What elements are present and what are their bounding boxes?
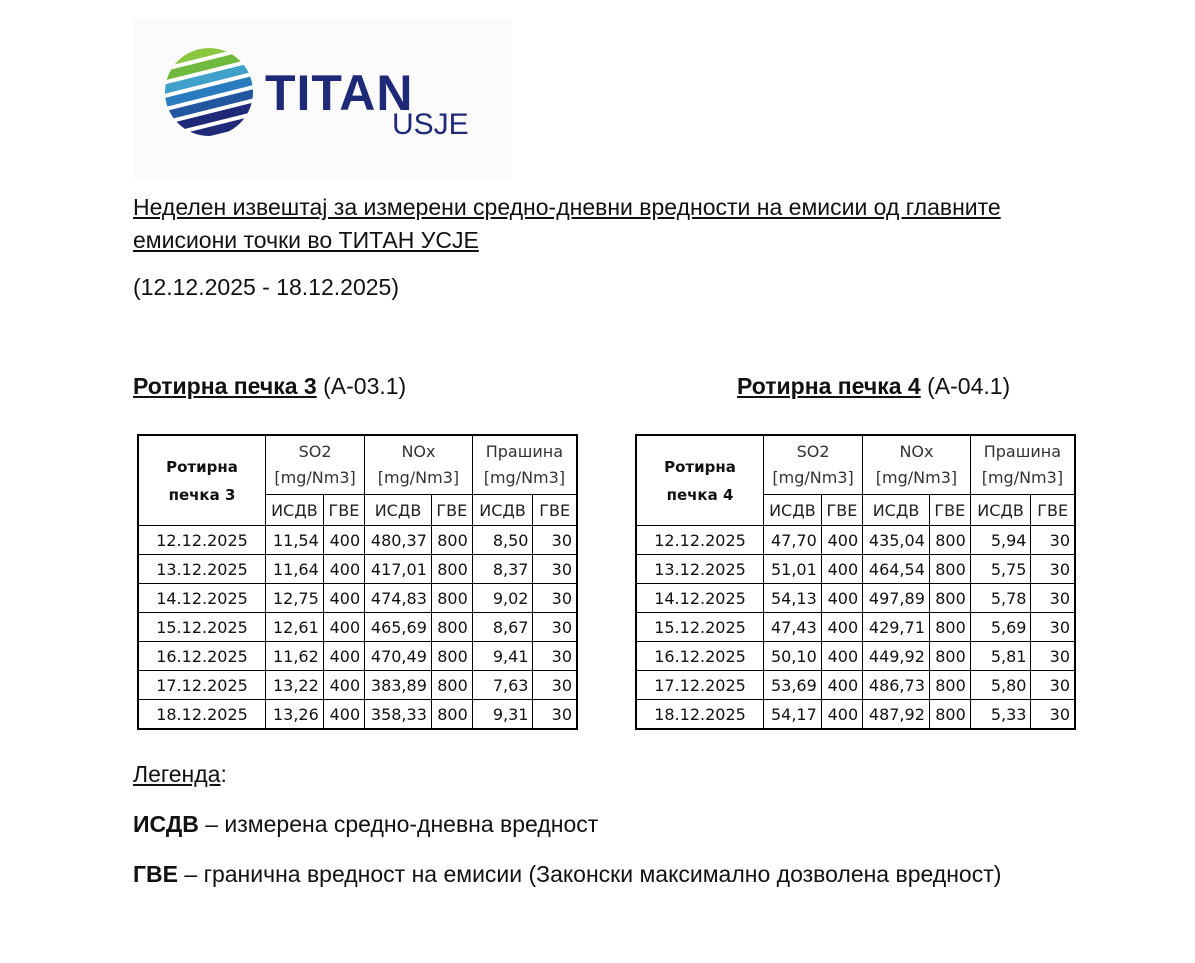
table-row — [138, 671, 577, 700]
nox-header: NOx [mg/Nm3] — [365, 435, 473, 495]
nox-header: NOx [mg/Nm3] — [863, 435, 971, 495]
value-cell: 400 — [323, 526, 364, 555]
legend-title-text: Легенда — [133, 761, 221, 787]
dust-header: Прашина [mg/Nm3] — [472, 435, 577, 495]
value-cell: 8,37 — [472, 555, 533, 584]
value-cell: 800 — [929, 555, 970, 584]
date-cell: 16.12.2025 — [636, 642, 764, 671]
sub-header: ГВЕ — [533, 495, 577, 526]
table-row — [138, 700, 577, 730]
value-cell: 800 — [929, 613, 970, 642]
table-corner-header: Ротирна печка 4 — [636, 435, 764, 526]
value-cell: 800 — [431, 584, 472, 613]
date-cell: 16.12.2025 — [138, 642, 266, 671]
value-cell: 5,69 — [970, 613, 1031, 642]
value-cell: 30 — [533, 555, 577, 584]
value-cell: 800 — [929, 526, 970, 555]
value-cell: 30 — [1031, 584, 1075, 613]
value-cell: 12,61 — [266, 613, 324, 642]
kiln-4-title — [737, 373, 1010, 400]
legend-desc: – измерена средно-дневна вредност — [198, 811, 599, 837]
value-cell: 30 — [1031, 526, 1075, 555]
table-row — [636, 526, 1075, 555]
value-cell: 480,37 — [365, 526, 432, 555]
table-body — [636, 526, 1075, 730]
value-cell: 800 — [431, 700, 472, 730]
report-title: Неделен извештај за измерени средно-дневни вредности на емисии од главните емисиони точки во ТИТАН УСЈЕ — [133, 194, 1001, 253]
value-cell: 800 — [929, 642, 970, 671]
value-cell: 358,33 — [365, 700, 432, 730]
value-cell: 400 — [821, 700, 862, 730]
date-cell: 13.12.2025 — [138, 555, 266, 584]
legend-item-isdv — [133, 811, 598, 838]
value-cell: 30 — [533, 700, 577, 730]
value-cell: 400 — [323, 671, 364, 700]
value-cell: 5,80 — [970, 671, 1031, 700]
sub-header: ГВЕ — [929, 495, 970, 526]
value-cell: 30 — [1031, 671, 1075, 700]
value-cell: 30 — [533, 671, 577, 700]
value-cell: 47,70 — [764, 526, 822, 555]
kiln-4-name: Ротирна печка 4 — [737, 373, 921, 399]
value-cell: 800 — [431, 642, 472, 671]
table-corner-header: Ротирна печка 3 — [138, 435, 266, 526]
value-cell: 5,94 — [970, 526, 1031, 555]
logo-brand-text: TITAN — [265, 65, 414, 121]
value-cell: 800 — [431, 526, 472, 555]
value-cell: 400 — [323, 584, 364, 613]
value-cell: 400 — [323, 642, 364, 671]
table-row — [636, 555, 1075, 584]
legend-term: ГВЕ — [133, 861, 178, 887]
date-cell: 14.12.2025 — [138, 584, 266, 613]
value-cell: 11,62 — [266, 642, 324, 671]
table-row — [636, 700, 1075, 730]
date-cell: 18.12.2025 — [636, 700, 764, 730]
kiln-3-code: (A-03.1) — [323, 373, 407, 399]
dust-header: Прашина [mg/Nm3] — [970, 435, 1075, 495]
date-cell: 12.12.2025 — [636, 526, 764, 555]
value-cell: 400 — [323, 613, 364, 642]
table-row — [138, 642, 577, 671]
value-cell: 7,63 — [472, 671, 533, 700]
value-cell: 497,89 — [863, 584, 930, 613]
value-cell: 800 — [431, 555, 472, 584]
sub-header: ГВЕ — [323, 495, 364, 526]
date-cell: 15.12.2025 — [138, 613, 266, 642]
value-cell: 30 — [1031, 555, 1075, 584]
value-cell: 464,54 — [863, 555, 930, 584]
value-cell: 11,64 — [266, 555, 324, 584]
value-cell: 400 — [821, 642, 862, 671]
value-cell: 54,13 — [764, 584, 822, 613]
value-cell: 800 — [431, 613, 472, 642]
value-cell: 30 — [533, 526, 577, 555]
table-row — [138, 526, 577, 555]
value-cell: 47,43 — [764, 613, 822, 642]
value-cell: 383,89 — [365, 671, 432, 700]
kiln-3-title — [133, 373, 406, 400]
value-cell: 12,75 — [266, 584, 324, 613]
value-cell: 5,33 — [970, 700, 1031, 730]
value-cell: 449,92 — [863, 642, 930, 671]
value-cell: 30 — [533, 584, 577, 613]
kiln-4-emissions-table — [635, 434, 1076, 730]
value-cell: 30 — [1031, 613, 1075, 642]
value-cell: 435,04 — [863, 526, 930, 555]
so2-header: SO2 [mg/Nm3] — [764, 435, 863, 495]
sub-header: ИСДВ — [266, 495, 324, 526]
value-cell: 400 — [323, 555, 364, 584]
date-cell: 17.12.2025 — [636, 671, 764, 700]
value-cell: 487,92 — [863, 700, 930, 730]
table-row — [636, 642, 1075, 671]
globe-stripes-icon — [163, 46, 255, 138]
value-cell: 5,78 — [970, 584, 1031, 613]
value-cell: 11,54 — [266, 526, 324, 555]
value-cell: 54,17 — [764, 700, 822, 730]
value-cell: 486,73 — [863, 671, 930, 700]
value-cell: 400 — [821, 613, 862, 642]
value-cell: 5,75 — [970, 555, 1031, 584]
legend-title-colon: : — [220, 761, 227, 787]
sub-header: ИСДВ — [970, 495, 1031, 526]
sub-header: ИСДВ — [764, 495, 822, 526]
value-cell: 465,69 — [365, 613, 432, 642]
value-cell: 30 — [1031, 700, 1075, 730]
sub-header: ГВЕ — [821, 495, 862, 526]
kiln-4-code: (A-04.1) — [927, 373, 1011, 399]
table-row — [138, 584, 577, 613]
value-cell: 53,69 — [764, 671, 822, 700]
sub-header: ИСДВ — [365, 495, 432, 526]
table-row — [636, 671, 1075, 700]
date-cell: 15.12.2025 — [636, 613, 764, 642]
value-cell: 13,26 — [266, 700, 324, 730]
value-cell: 8,67 — [472, 613, 533, 642]
value-cell: 800 — [431, 671, 472, 700]
date-cell: 13.12.2025 — [636, 555, 764, 584]
logo-sub-text: USJE — [392, 108, 469, 141]
value-cell: 5,81 — [970, 642, 1031, 671]
table-row — [138, 555, 577, 584]
value-cell: 474,83 — [365, 584, 432, 613]
table-body — [138, 526, 577, 730]
kiln-3-name: Ротирна печка 3 — [133, 373, 317, 399]
value-cell: 30 — [1031, 642, 1075, 671]
value-cell: 400 — [323, 700, 364, 730]
value-cell: 8,50 — [472, 526, 533, 555]
kiln-3-emissions-table — [137, 434, 578, 730]
value-cell: 9,31 — [472, 700, 533, 730]
sub-header: ГВЕ — [431, 495, 472, 526]
value-cell: 400 — [821, 671, 862, 700]
legend-item-gve — [133, 861, 1001, 888]
value-cell: 429,71 — [863, 613, 930, 642]
value-cell: 50,10 — [764, 642, 822, 671]
table-row — [138, 613, 577, 642]
value-cell: 9,41 — [472, 642, 533, 671]
report-period: (12.12.2025 - 18.12.2025) — [133, 274, 399, 300]
value-cell: 400 — [821, 555, 862, 584]
legend-term: ИСДВ — [133, 811, 199, 837]
table-row — [636, 584, 1075, 613]
value-cell: 9,02 — [472, 584, 533, 613]
sub-header: ГВЕ — [1031, 495, 1075, 526]
value-cell: 470,49 — [365, 642, 432, 671]
value-cell: 800 — [929, 671, 970, 700]
value-cell: 30 — [533, 642, 577, 671]
date-cell: 14.12.2025 — [636, 584, 764, 613]
value-cell: 51,01 — [764, 555, 822, 584]
sub-header: ИСДВ — [863, 495, 930, 526]
value-cell: 13,22 — [266, 671, 324, 700]
date-cell: 12.12.2025 — [138, 526, 266, 555]
date-cell: 18.12.2025 — [138, 700, 266, 730]
legend-title — [133, 761, 227, 788]
value-cell: 417,01 — [365, 555, 432, 584]
so2-header: SO2 [mg/Nm3] — [266, 435, 365, 495]
value-cell: 400 — [821, 526, 862, 555]
sub-header: ИСДВ — [472, 495, 533, 526]
titan-usje-logo — [133, 18, 511, 178]
legend-desc: – гранична вредност на емисии (Законски максимално дозволена вредност) — [178, 861, 1002, 887]
value-cell: 400 — [821, 584, 862, 613]
table-row — [636, 613, 1075, 642]
value-cell: 800 — [929, 700, 970, 730]
date-cell: 17.12.2025 — [138, 671, 266, 700]
value-cell: 30 — [533, 613, 577, 642]
value-cell: 800 — [929, 584, 970, 613]
